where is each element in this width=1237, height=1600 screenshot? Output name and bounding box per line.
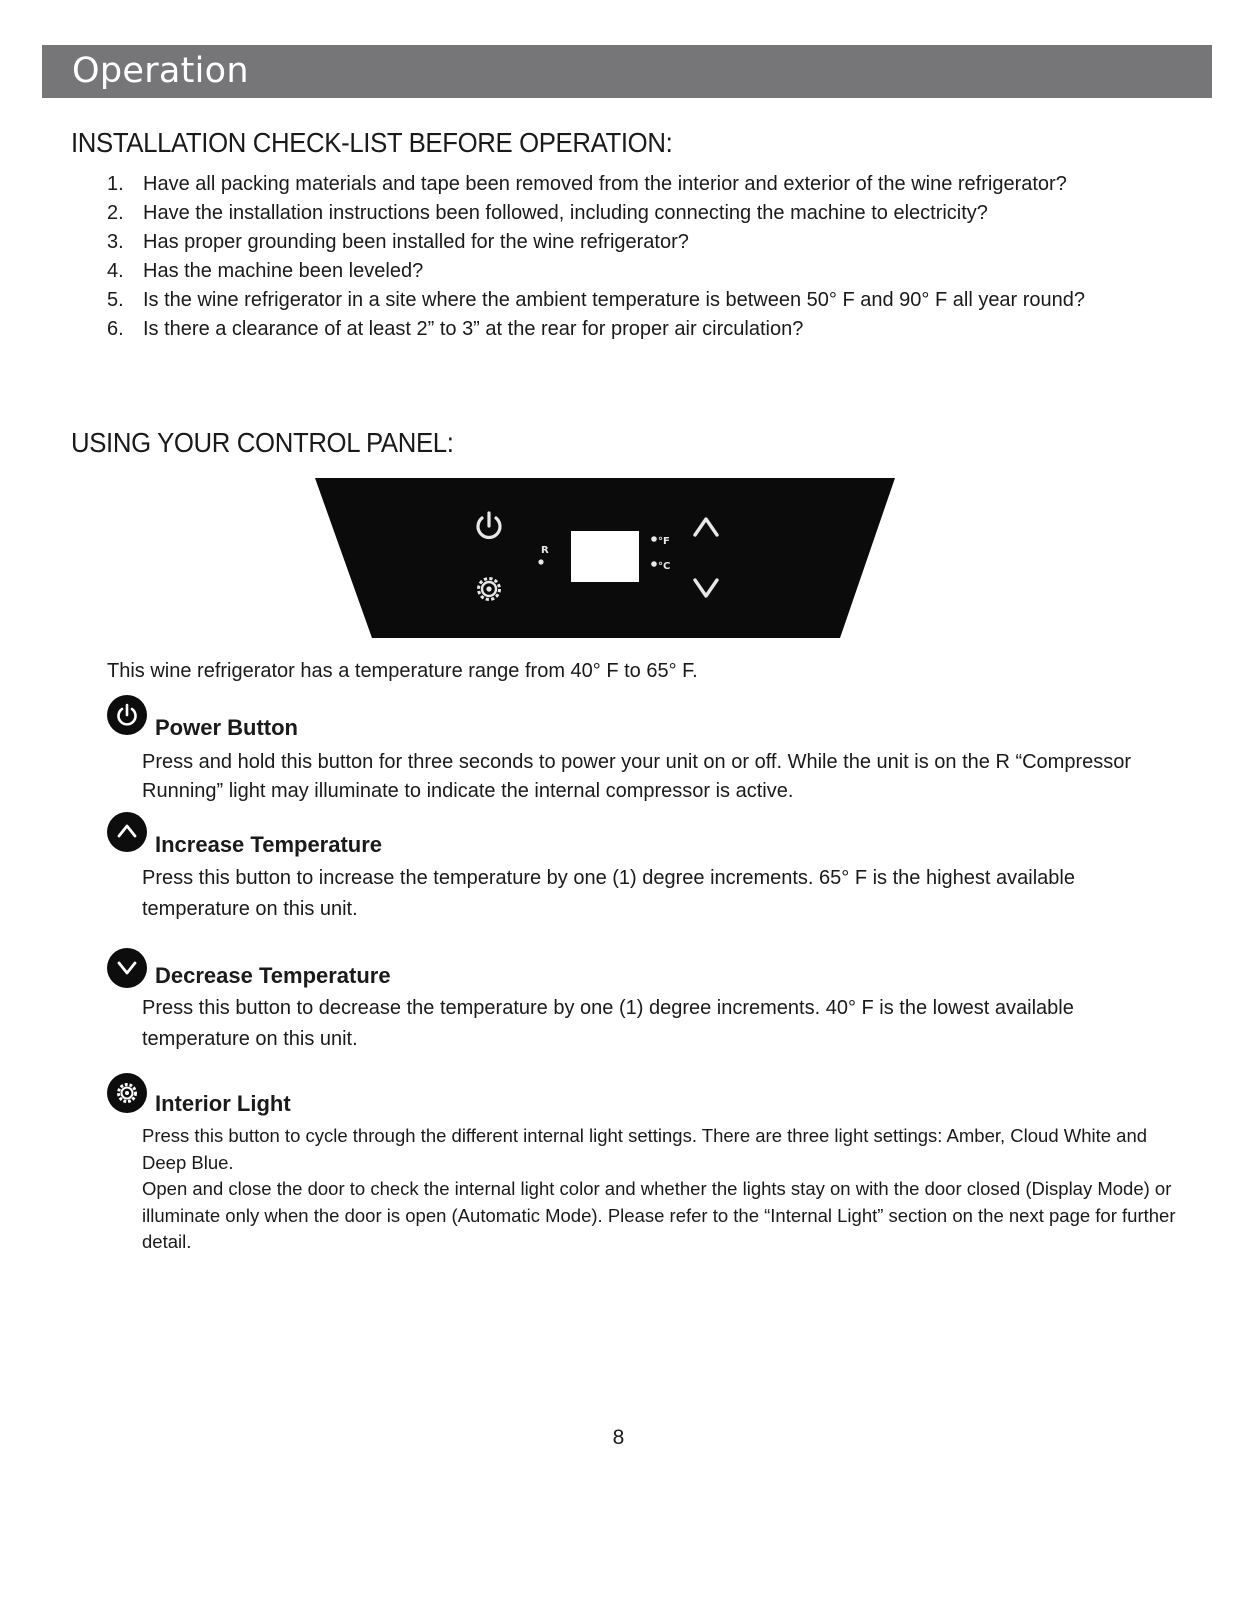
chevron-up-icon: [107, 812, 147, 852]
power-button-title: Power Button: [155, 715, 298, 740]
temperature-display: [571, 531, 639, 582]
power-icon: [107, 695, 147, 735]
interior-light-description-paragraph: Open and close the door to check the internal light color and whether the lights stay on with the door closed (Display Mode) or illuminate only when the door is open (Automatic Mode). Please refer to the “Internal Light” section on the next page for further detail.: [142, 1178, 1176, 1252]
list-item-number: 2.: [107, 202, 124, 224]
list-item-number: 4.: [107, 260, 124, 282]
celsius-indicator-label: °C: [658, 561, 671, 572]
interior-light-description-paragraph: Press this button to cycle through the different internal light settings. There are three light settings: Amber, Cloud White and Deep Blue.: [142, 1125, 1148, 1173]
gear-icon: [107, 1073, 147, 1113]
list-item-text: Have all packing materials and tape been removed from the interior and exterior of the wine refrigerator?: [143, 173, 1067, 195]
list-item-number: 6.: [107, 318, 124, 340]
compressor-indicator-dot: [538, 559, 543, 564]
control-panel-illustration: [315, 478, 895, 640]
decrease-temperature-title: Decrease Temperature: [155, 963, 391, 988]
list-item-text: Has proper grounding been installed for the wine refrigerator?: [143, 231, 689, 253]
chevron-down-icon: [107, 948, 147, 988]
checklist-heading: INSTALLATION CHECK-LIST BEFORE OPERATION:: [71, 127, 673, 158]
fahrenheit-indicator-label: °F: [658, 536, 670, 547]
fahrenheit-indicator-dot: [651, 536, 657, 542]
temperature-range-text: This wine refrigerator has a temperature range from 40° F to 65° F.: [107, 660, 698, 682]
list-item: [107, 257, 1187, 286]
list-item: [107, 286, 1187, 315]
list-item: [107, 199, 1187, 228]
power-button-description: Press and hold this button for three seconds to power your unit on or off. While the unit is on the R “Compressor Running” light may illuminate to indicate the internal compressor is active.: [142, 751, 1132, 802]
list-item-text: Is the wine refrigerator in a site where the ambient temperature is between 50° F and 90° F all year round?: [143, 289, 1086, 311]
gear-icon: [479, 579, 500, 600]
list-item-text: Has the machine been leveled?: [143, 260, 424, 282]
list-item-number: 3.: [107, 231, 124, 253]
interior-light-title: Interior Light: [155, 1091, 291, 1116]
section-header-bar: [42, 45, 1212, 98]
list-item-text: Have the installation instructions been followed, including connecting the machine to electricity?: [143, 202, 988, 224]
page-title: Operation: [72, 51, 249, 91]
list-item: [107, 170, 1187, 199]
compressor-indicator-label: R: [541, 545, 549, 556]
interior-light-description: [142, 1123, 1182, 1256]
list-item-text: Is there a clearance of at least 2” to 3” at the rear for proper air circulation?: [143, 318, 804, 340]
list-item: [107, 315, 1187, 344]
list-item-number: 1.: [107, 173, 124, 195]
decrease-temperature-description: Press this button to decrease the temperature by one (1) degree increments. 40° F is the lowest available temperature on this unit.: [142, 997, 1074, 1050]
list-item: [107, 228, 1187, 257]
installation-checklist: [107, 170, 1187, 344]
list-item-number: 5.: [107, 289, 124, 311]
control-panel-heading: USING YOUR CONTROL PANEL:: [71, 427, 454, 458]
increase-temperature-title: Increase Temperature: [155, 832, 383, 857]
page-number: 8: [612, 1426, 625, 1449]
increase-temperature-description: Press this button to increase the temperature by one (1) degree increments. 65° F is the highest available temperature on this unit.: [142, 867, 1075, 920]
celsius-indicator-dot: [651, 561, 657, 567]
